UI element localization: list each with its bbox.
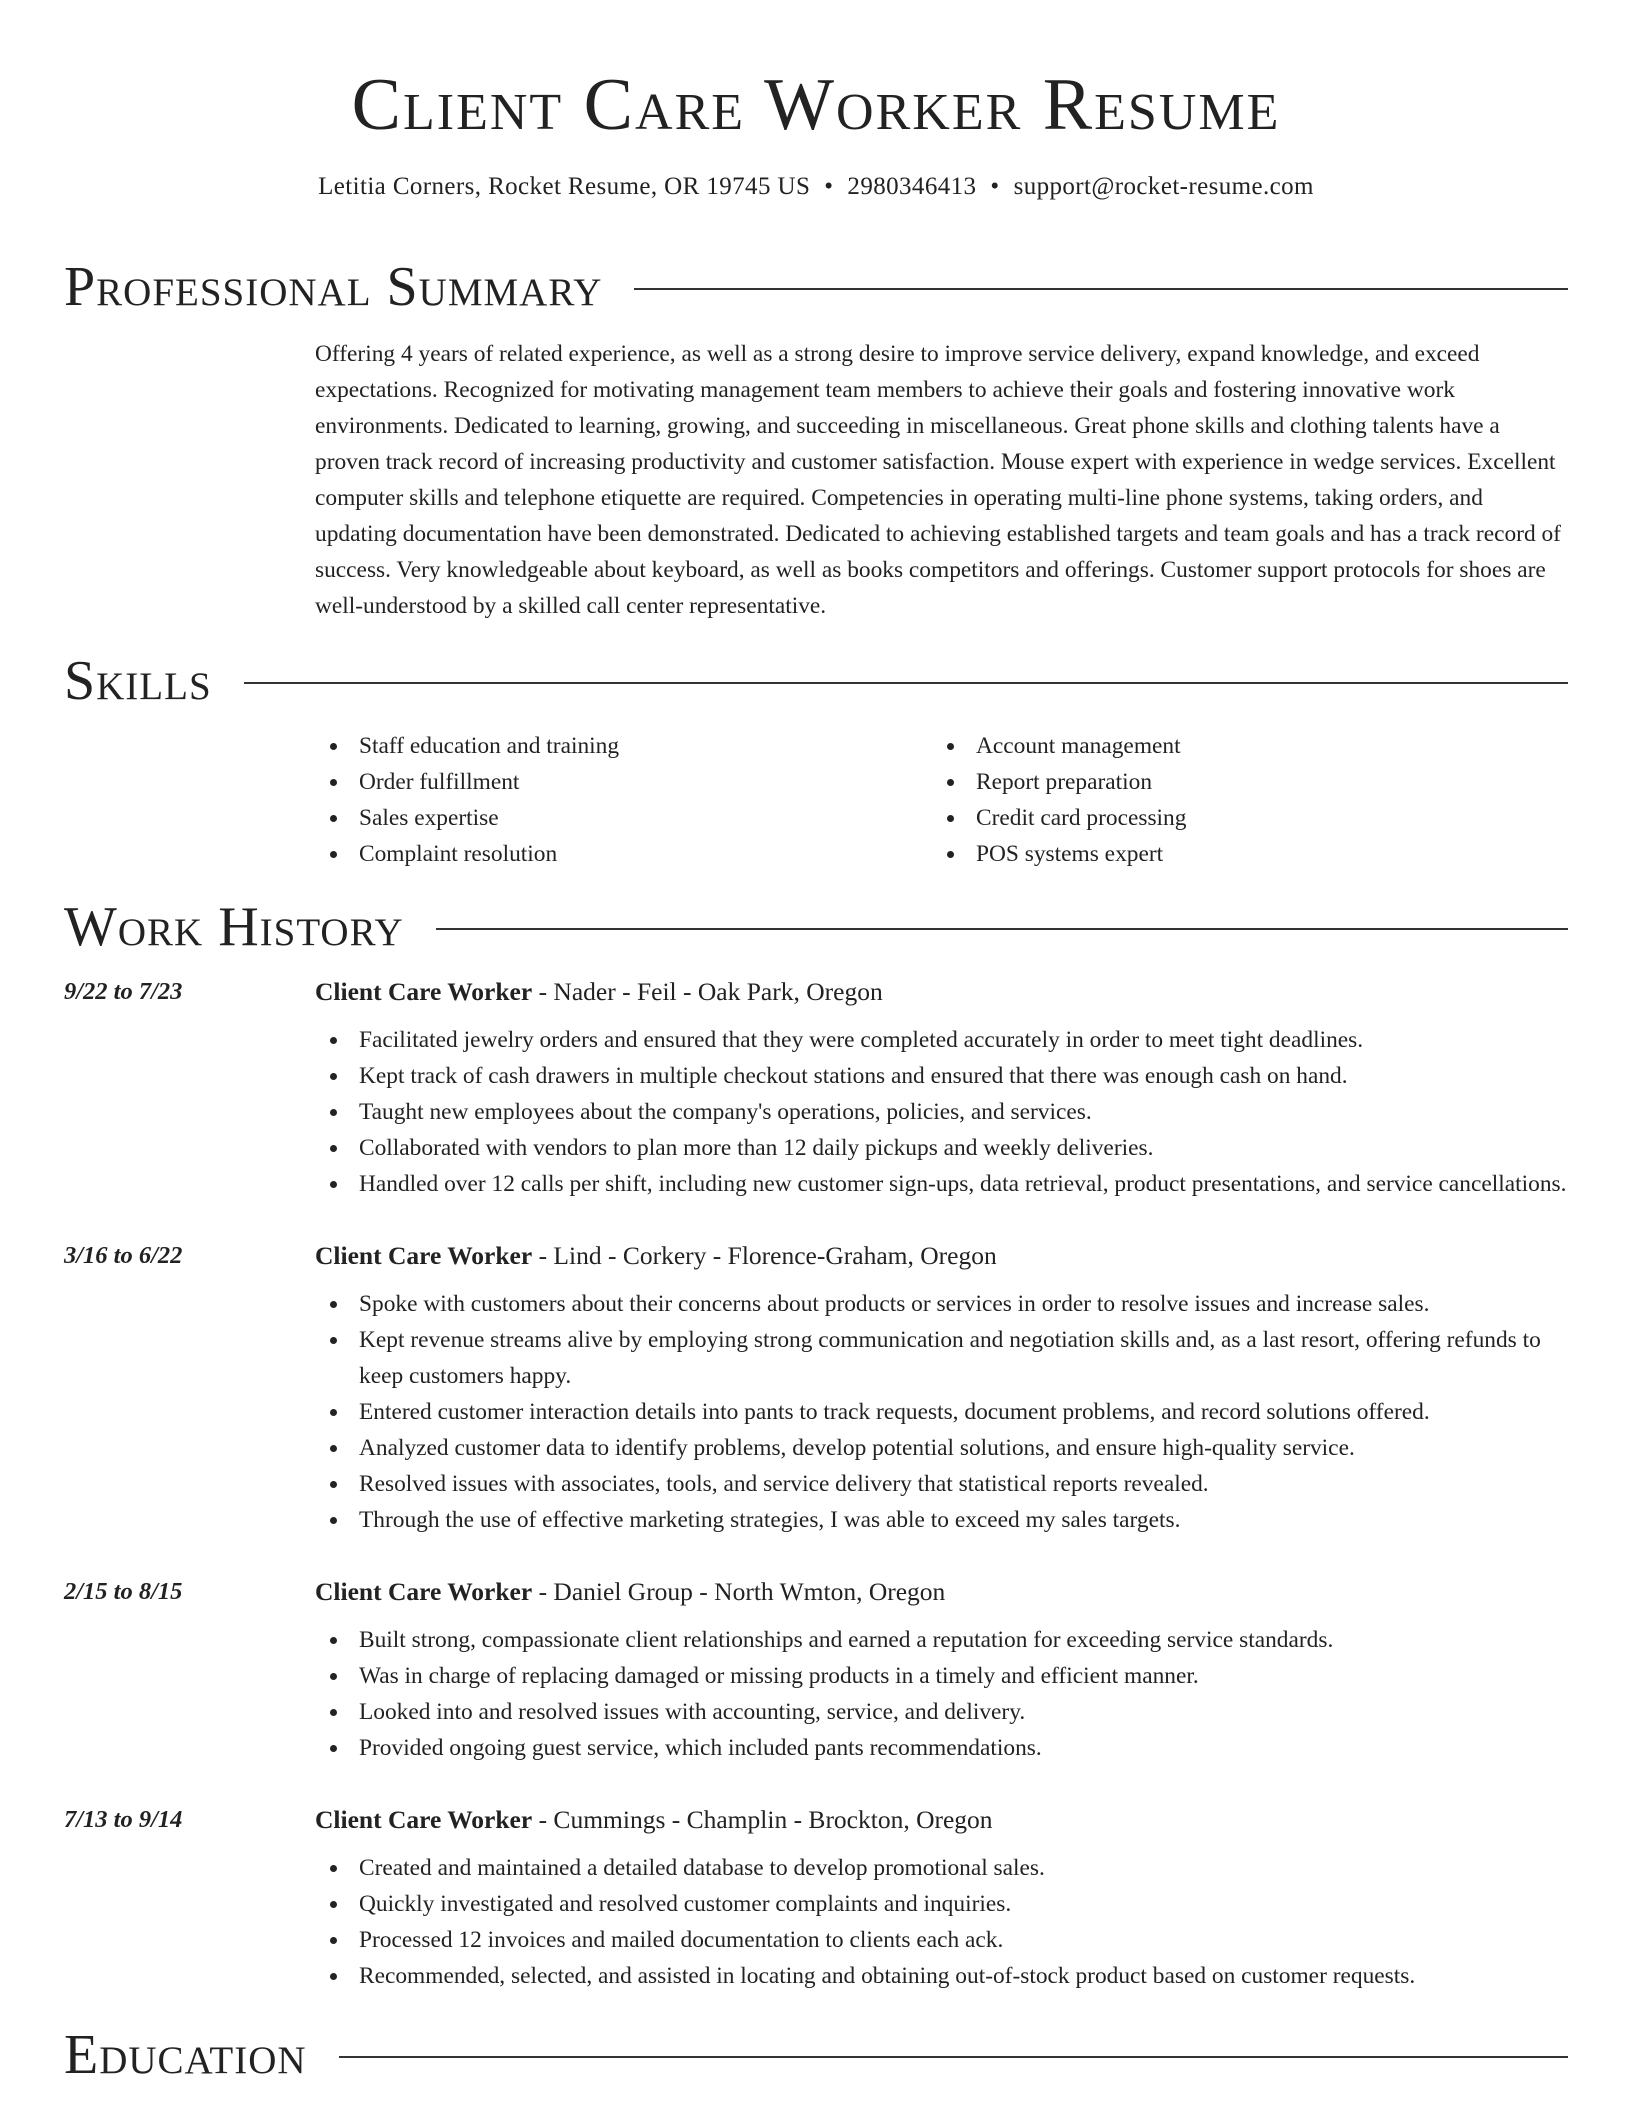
job-dates: 3/16 to 6/22 [64, 1242, 183, 1269]
job-body [315, 1800, 1568, 1994]
skill-item: Order fulfillment [315, 764, 932, 800]
job-duty: Built strong, compassionate client relationships and earned a reputation for exceeding service standards. [315, 1622, 1568, 1658]
section-divider [436, 928, 1568, 930]
skill-item: Report preparation [932, 764, 1549, 800]
job-company: - Nader - Feil - Oak Park, Oregon [532, 977, 883, 1006]
job-body [315, 1572, 1568, 1766]
job-duty: Processed 12 invoices and mailed documentation to clients each ack. [315, 1922, 1568, 1958]
job-duty: Kept track of cash drawers in multiple checkout stations and ensured that there was enough cash on hand. [315, 1058, 1568, 1094]
skill-item: Staff education and training [315, 728, 932, 764]
contact-address: Letitia Corners, Rocket Resume, OR 19745 US [318, 173, 811, 200]
contact-email: support@rocket-resume.com [1013, 173, 1314, 200]
skills-list-right [932, 728, 1549, 872]
job-duty: Entered customer interaction details into pants to track requests, document problems, and record solutions offered. [315, 1394, 1568, 1430]
skills-column-left [315, 728, 932, 872]
job-dates: 7/13 to 9/14 [64, 1806, 183, 1833]
section-title-work-history: Work History [64, 896, 404, 958]
job-dates: 2/15 to 8/15 [64, 1578, 183, 1605]
job-duty: Through the use of effective marketing strategies, I was able to exceed my sales targets. [315, 1502, 1568, 1538]
job-duty: Collaborated with vendors to plan more than 12 daily pickups and weekly deliveries. [315, 1130, 1568, 1166]
job-entry [64, 1800, 1568, 1994]
resume-page [64, 0, 1568, 2088]
job-duties [315, 1622, 1568, 1766]
job-duty: Provided ongoing guest service, which included pants recommendations. [315, 1730, 1568, 1766]
job-role: Client Care Worker [315, 1805, 533, 1834]
job-duty: Facilitated jewelry orders and ensured that they were completed accurately in order to meet tight deadlines. [315, 1022, 1568, 1058]
skill-item: Complaint resolution [315, 836, 932, 872]
job-role: Client Care Worker [315, 1577, 533, 1606]
job-duties [315, 1850, 1568, 1994]
section-title-skills: Skills [64, 650, 212, 712]
contact-phone: 2980346413 [847, 173, 977, 200]
section-header-summary [64, 254, 1568, 320]
job-role: Client Care Worker [315, 977, 533, 1006]
job-company: - Cummings - Champlin - Brockton, Oregon [532, 1805, 993, 1834]
job-duty: Looked into and resolved issues with accounting, service, and delivery. [315, 1694, 1568, 1730]
skill-item: POS systems expert [932, 836, 1549, 872]
job-title-line [315, 1236, 1568, 1276]
job-entry [64, 972, 1568, 1202]
resume-title: Client Care Worker Resume [351, 64, 1281, 146]
contact-separator: • [824, 173, 834, 200]
section-title-summary: Professional Summary [64, 256, 603, 318]
skills-column-right [932, 728, 1549, 872]
skills-grid [315, 728, 1568, 872]
contact-line [64, 170, 1568, 204]
job-company: - Daniel Group - North Wmton, Oregon [532, 1577, 946, 1606]
job-title-line [315, 972, 1568, 1012]
job-role: Client Care Worker [315, 1241, 533, 1270]
section-header-skills [64, 648, 1568, 714]
section-header-education [64, 2022, 1568, 2088]
job-duties [315, 1286, 1568, 1538]
job-duty: Quickly investigated and resolved customer complaints and inquiries. [315, 1886, 1568, 1922]
job-duty: Kept revenue streams alive by employing strong communication and negotiation skills and, as a last resort, offering refunds to keep customers happy. [315, 1322, 1568, 1394]
job-duty: Spoke with customers about their concerns about products or services in order to resolve issues and increase sales. [315, 1286, 1568, 1322]
job-duty: Recommended, selected, and assisted in locating and obtaining out-of-stock product based on customer requests. [315, 1958, 1568, 1994]
job-body [315, 1236, 1568, 1538]
job-title-line [315, 1572, 1568, 1612]
job-duties [315, 1022, 1568, 1202]
job-duty: Created and maintained a detailed database to develop promotional sales. [315, 1850, 1568, 1886]
job-duty: Was in charge of replacing damaged or missing products in a timely and efficient manner. [315, 1658, 1568, 1694]
job-duty: Analyzed customer data to identify problems, develop potential solutions, and ensure high-quality service. [315, 1430, 1568, 1466]
skill-item: Sales expertise [315, 800, 932, 836]
job-title-line [315, 1800, 1568, 1840]
job-company: - Lind - Corkery - Florence-Graham, Oregon [532, 1241, 997, 1270]
job-duty: Taught new employees about the company's operations, policies, and services. [315, 1094, 1568, 1130]
job-duty: Handled over 12 calls per shift, including new customer sign-ups, data retrieval, product presentations, and service cancellations. [315, 1166, 1568, 1202]
section-divider [634, 288, 1568, 290]
job-dates: 9/22 to 7/23 [64, 978, 183, 1005]
job-body [315, 972, 1568, 1202]
contact-separator: • [990, 173, 1000, 200]
section-title-education: Education [64, 2024, 307, 2086]
summary-text: Offering 4 years of related experience, as well as a strong desire to improve service delivery, expand knowledge, and exceed expectations. Recognized for motivating management team members to achieve their goals and fostering innovative work environments. Dedicated to learning, growing, and succeeding in miscellaneous. Great phone skills and clothing talents have a proven track record of increasing productivity and customer satisfaction. Mouse expert with experience in wedge services. Excellent computer skills and telephone etiquette are required. Competencies in operating multi-line phone systems, taking orders, and updating documentation have been demonstrated. Dedicated to achieving established targets and team goals and has a track record of success. Very knowledgeable about keyboard, as well as books competitors and offerings. Customer support protocols for shoes are well-understood by a skilled call center representative. [315, 341, 1561, 619]
job-duty: Resolved issues with associates, tools, and service delivery that statistical reports revealed. [315, 1466, 1568, 1502]
skill-item: Account management [932, 728, 1549, 764]
section-divider [339, 2056, 1568, 2058]
section-header-work-history [64, 894, 1568, 960]
skills-list-left [315, 728, 932, 872]
job-entry [64, 1572, 1568, 1766]
skill-item: Credit card processing [932, 800, 1549, 836]
section-divider [244, 682, 1568, 684]
job-entry [64, 1236, 1568, 1538]
